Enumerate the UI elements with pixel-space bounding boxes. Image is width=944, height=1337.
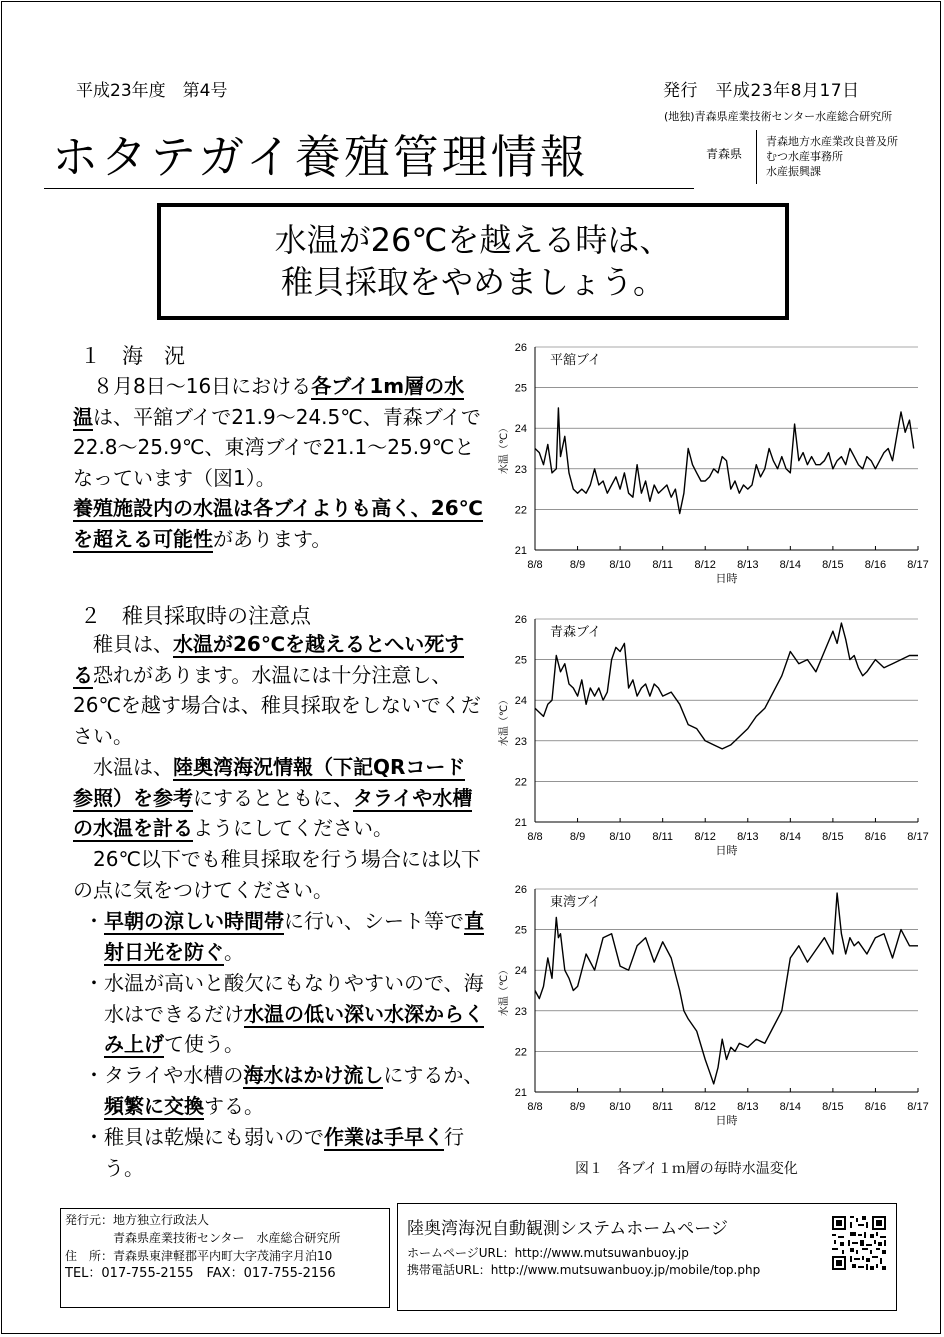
homepage-url[interactable]: ホームページURL：http://www.mutsuwanbuoy.jp xyxy=(407,1246,689,1260)
s1-emphasis: 各ブイ1m層の水温 xyxy=(73,374,465,429)
x-tick-label: 8/16 xyxy=(864,559,887,571)
chart-title: 東湾ブイ xyxy=(550,895,601,910)
y-tick-label: 22 xyxy=(514,504,527,517)
bullet-emphasis: 作業は手早く xyxy=(324,1125,444,1149)
x-tick-label: 8/14 xyxy=(779,1101,802,1113)
s1-text: は、平舘ブイで21.9～24.5℃、青森ブイで22.8～25.9℃、東湾ブイで21.1～25.9℃となっています（図1）。 xyxy=(73,404,481,490)
section-2-paragraph-1 xyxy=(73,629,483,751)
x-tick-label: 8/9 xyxy=(569,1101,586,1113)
y-axis-label: 水温（℃） xyxy=(499,422,510,475)
bullet-text: ・稚貝は乾燥にも弱いので xyxy=(84,1125,324,1149)
agency-1: 青森地方水産業改良普及所 xyxy=(766,135,898,148)
x-tick-label: 8/16 xyxy=(864,831,887,843)
x-tick-label: 8/15 xyxy=(822,559,844,571)
bullet-text: ・ xyxy=(84,909,104,933)
newsletter-title: ホタテガイ養殖管理情報 xyxy=(52,130,589,184)
section-1-paragraph-2 xyxy=(73,493,483,554)
section-2-paragraph-3: 26℃以下でも稚貝採取を行う場合には以下の点に気をつけてください。 xyxy=(73,847,481,902)
x-tick-label: 8/9 xyxy=(569,559,586,571)
chart-hiradate xyxy=(490,335,940,597)
bullet-emphasis: 海水はかけ流し xyxy=(243,1063,384,1087)
x-tick-label: 8/13 xyxy=(737,559,759,571)
y-tick-label: 22 xyxy=(514,1046,527,1059)
x-axis-label: 日時 xyxy=(715,844,738,857)
y-tick-label: 21 xyxy=(514,545,527,557)
y-tick-label: 26 xyxy=(514,884,527,896)
s2-text: ようにしてください。 xyxy=(193,816,393,840)
prefecture-label: 青森県 xyxy=(706,147,743,161)
bullet-1 xyxy=(84,906,494,967)
s2-text: 水温は、 xyxy=(93,755,173,779)
s2-text: 恐れがあります。水温には十分注意し、26℃を越す場合は、稚貝採取をしないでください。 xyxy=(73,662,481,748)
s1-text: があります。 xyxy=(213,526,332,551)
publisher-short: (地独)青森県産業技術センター水産総合研究所 xyxy=(664,110,893,123)
bullet-text: 。 xyxy=(224,939,244,964)
bullet-emphasis: 水温の低い深い水深からくみ上げ xyxy=(104,1001,484,1056)
bullet-2 xyxy=(84,968,494,1060)
headline-line-1: 水温が26℃を越える時は、 xyxy=(274,221,672,259)
x-tick-label: 8/17 xyxy=(907,831,929,843)
bullet-text: に行い、シート等で xyxy=(284,909,464,933)
x-tick-label: 8/12 xyxy=(694,559,716,571)
y-axis-label: 水温（℃） xyxy=(499,694,510,747)
chart-title: 平舘ブイ xyxy=(550,353,601,368)
x-tick-label: 8/8 xyxy=(527,1101,543,1113)
x-tick-label: 8/12 xyxy=(694,831,716,843)
s2-text: にするとともに、 xyxy=(193,785,353,810)
y-axis-label: 水温（℃） xyxy=(499,964,510,1017)
x-tick-label: 8/14 xyxy=(779,831,802,843)
x-tick-label: 8/11 xyxy=(652,1101,673,1113)
y-tick-label: 24 xyxy=(514,695,527,708)
address-line: 住 所：青森県東津軽郡平内町大字茂浦字月泊10 xyxy=(65,1249,333,1263)
chart-higashiwan xyxy=(490,877,940,1139)
bullet-emphasis: 頻繁に交換 xyxy=(104,1093,204,1118)
y-tick-label: 22 xyxy=(514,776,527,789)
x-tick-label: 8/17 xyxy=(907,559,929,571)
bullet-4 xyxy=(84,1122,494,1183)
agency-3: 水産振興課 xyxy=(766,165,821,178)
y-tick-label: 24 xyxy=(514,423,527,436)
issue-date: 発行 平成23年8月17日 xyxy=(663,81,860,101)
x-tick-label: 8/15 xyxy=(822,1101,844,1113)
mobile-url[interactable]: 携帯電話URL：http://www.mutsuwanbuoy.jp/mobile/top.php xyxy=(407,1263,761,1277)
bullet-text: ・タライや水槽の xyxy=(84,1063,244,1087)
y-tick-label: 21 xyxy=(514,1087,527,1099)
y-tick-label: 23 xyxy=(514,463,527,476)
bullet-text: ・水温が高いと酸欠にもなりやすいので、海水はできるだけ xyxy=(84,971,484,1026)
x-tick-label: 8/11 xyxy=(652,559,673,571)
series-line xyxy=(535,623,918,749)
headline-line-2: 稚貝採取をやめましょう。 xyxy=(280,263,665,301)
y-tick-label: 23 xyxy=(514,735,527,748)
section-2-title: ２ 稚貝採取時の注意点 xyxy=(80,604,311,628)
s2-emphasis: 水温が26℃を越えるとへい死する xyxy=(73,632,465,687)
x-tick-label: 8/15 xyxy=(822,831,844,843)
bullet-emphasis: 直射日光を防ぐ xyxy=(104,909,484,964)
bullet-text: する。 xyxy=(204,1093,264,1118)
y-tick-label: 24 xyxy=(514,965,527,978)
contact-line: TEL：017-755-2155 FAX：017-755-2156 xyxy=(65,1266,336,1281)
chart-title: 青森ブイ xyxy=(550,625,601,640)
x-tick-label: 8/8 xyxy=(527,831,543,843)
bullet-text: 行う。 xyxy=(104,1125,464,1180)
x-axis-label: 日時 xyxy=(715,572,738,585)
x-axis-label: 日時 xyxy=(715,1114,738,1127)
headline-box xyxy=(157,203,789,320)
y-tick-label: 25 xyxy=(514,924,527,937)
bullet-text: て使う。 xyxy=(164,1032,244,1056)
title-underline xyxy=(44,188,694,189)
bullet-3 xyxy=(84,1060,494,1121)
publisher-line: 発行元：地方独立行政法人 xyxy=(65,1213,210,1227)
x-tick-label: 8/11 xyxy=(652,831,673,843)
s2-emphasis: 陸奥湾海況情報（下記QRコード参照）を参考 xyxy=(73,755,466,810)
x-tick-label: 8/16 xyxy=(864,1101,887,1113)
section-1-title: １ 海 況 xyxy=(80,344,185,368)
y-tick-label: 26 xyxy=(514,614,527,626)
s1-text: ８月8日～16日における xyxy=(93,374,312,398)
x-tick-label: 8/10 xyxy=(609,559,631,571)
issue-number: 平成23年度 第4号 xyxy=(76,81,228,101)
s1-emphasis: 養殖施設内の水温は各ブイよりも高く、26℃を超える可能性 xyxy=(73,496,483,551)
chart-aomori xyxy=(490,607,940,869)
qr-code-icon[interactable] xyxy=(830,1214,888,1272)
x-tick-label: 8/10 xyxy=(609,831,631,843)
s2-emphasis: タライや水槽の水温を計る xyxy=(73,785,473,840)
series-line xyxy=(535,893,918,1084)
y-tick-label: 23 xyxy=(514,1005,527,1018)
x-tick-label: 8/10 xyxy=(609,1101,631,1113)
agency-2: むつ水産事務所 xyxy=(766,150,843,163)
y-tick-label: 25 xyxy=(514,382,527,395)
bullet-emphasis: 早朝の涼しい時間帯 xyxy=(104,909,284,933)
y-tick-label: 26 xyxy=(514,342,527,354)
website-info-box xyxy=(397,1203,897,1311)
x-tick-label: 8/9 xyxy=(569,831,586,843)
publisher-info-box xyxy=(60,1208,390,1308)
x-tick-label: 8/13 xyxy=(737,831,759,843)
website-title: 陸奥湾海況自動観測システムホームページ xyxy=(407,1219,728,1239)
series-line xyxy=(535,408,914,514)
y-tick-label: 25 xyxy=(514,654,527,667)
section-2-paragraph-2 xyxy=(73,752,483,844)
figure-caption: 図１ 各ブイ１ｍ層の毎時水温変化 xyxy=(575,1161,798,1177)
x-tick-label: 8/12 xyxy=(694,1101,716,1113)
x-tick-label: 8/17 xyxy=(907,1101,929,1113)
bullet-text: にするか、 xyxy=(383,1063,484,1087)
x-tick-label: 8/13 xyxy=(737,1101,759,1113)
x-tick-label: 8/8 xyxy=(527,559,543,571)
header-divider xyxy=(756,130,757,184)
s2-text: 稚貝は、 xyxy=(93,632,173,656)
publisher-line: 青森県産業技術センター 水産総合研究所 xyxy=(65,1231,341,1245)
x-tick-label: 8/14 xyxy=(779,559,802,571)
section-1-paragraph-1 xyxy=(73,371,483,493)
y-tick-label: 21 xyxy=(514,817,527,829)
